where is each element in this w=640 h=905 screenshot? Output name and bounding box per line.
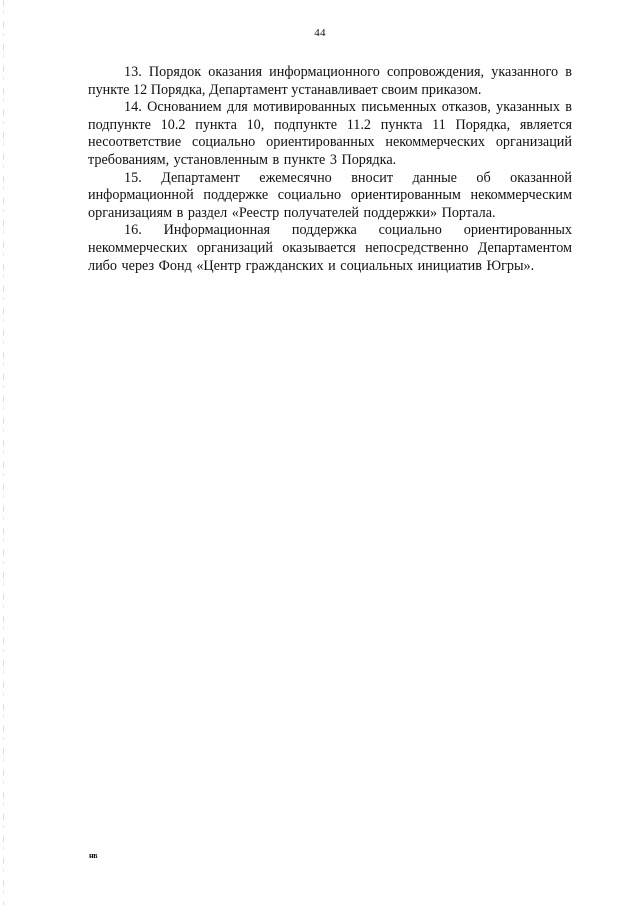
paragraph-15: 15. Департамент ежемесячно вносит данные об оказанной информационной поддержке социально ориентированным некоммерческим организациям в раздел «Реестр получателей поддержки» Портала.	[88, 169, 572, 221]
executor-mark: нв	[89, 851, 98, 860]
document-body	[88, 64, 572, 275]
page-number: 44	[314, 27, 326, 39]
scan-edge-artifact	[3, 0, 4, 905]
paragraph-16: 16. Информационная поддержка социально ориентированных некоммерческих организаций оказывается непосредственно Департаментом либо через Фонд «Центр гражданских и социальных инициатив Югры».	[88, 222, 572, 274]
paragraph-14: 14. Основанием для мотивированных письменных отказов, указанных в подпункте 10.2 пункта 10, подпункте 11.2 пункта 11 Порядка, является несоответствие социально ориентированных некоммерческих организаций требованиям, установленным в пункте 3 Порядка.	[88, 99, 572, 168]
paragraph-13: 13. Порядок оказания информационного сопровождения, указанного в пункте 12 Порядка, Департамент устанавливает своим приказом.	[88, 64, 572, 98]
